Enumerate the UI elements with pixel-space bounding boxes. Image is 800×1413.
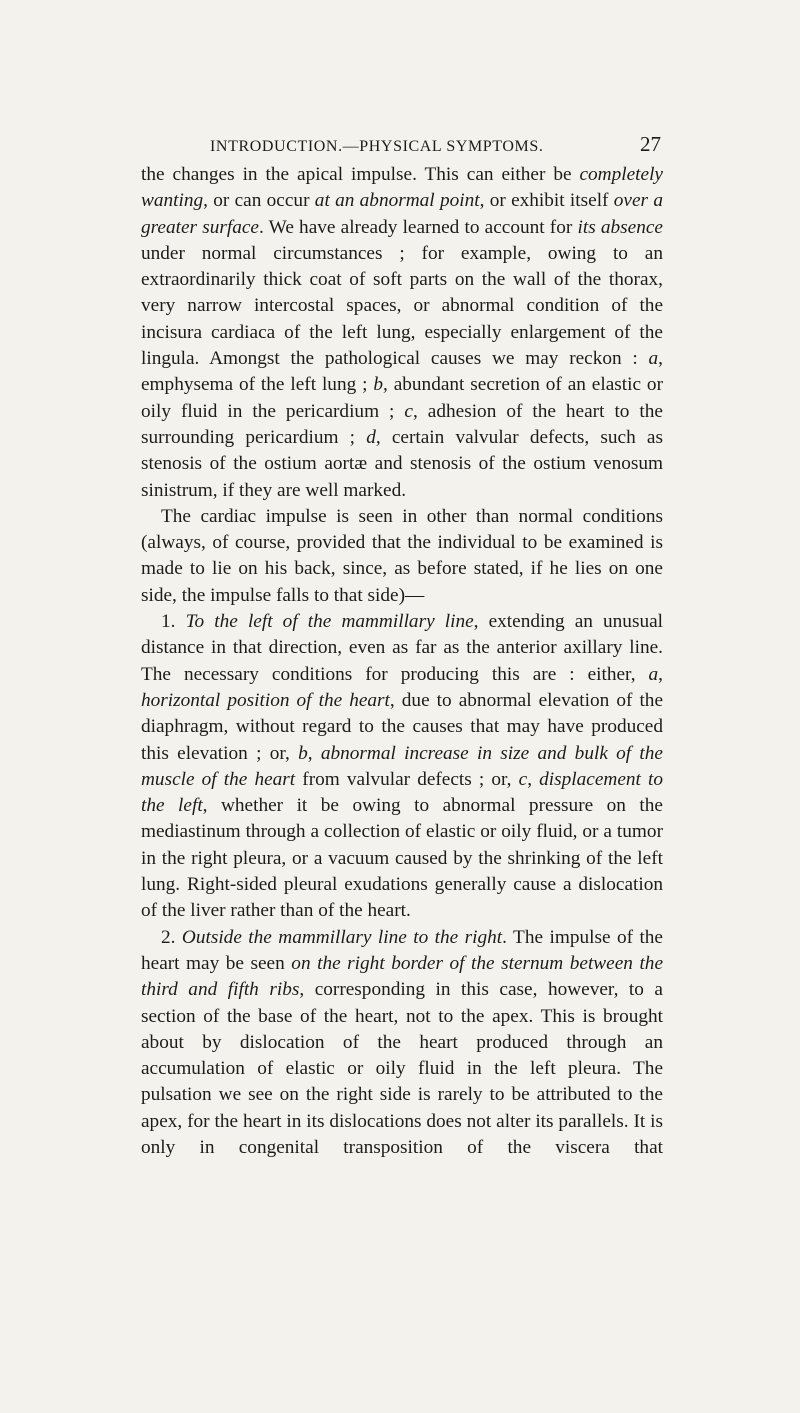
text-run: under normal circumstances ; for example, owing to an extraordinarily thick coat of soft parts on the wall of the thorax, very narrow intercostal spaces, or abnormal condition of the incisura cardiaca of the left lung, especially enlargement of the lingula. Amongst the pathological causes we may reckon : xyxy=(141,242,663,370)
italic-text-run: b xyxy=(298,742,308,764)
text-run: . The impulse of the heart may be seen xyxy=(141,926,663,974)
text-run: , certain valvular defects, such as stenosis of the ostium aortæ and stenosis of the ostium venosum sinistrum, if they are well marked. xyxy=(141,426,663,501)
italic-text-run: To the left of the mammillary line xyxy=(185,611,474,633)
text-run: , whether it be owing to abnormal pressure on the mediastinum through a collection of elastic or oily fluid, or a tumor in the right pleura, or a vacuum caused by the shrinking of the left lung. Right-sided pleural exudations generally cause a dislocation of the liver rather than of the heart. xyxy=(141,795,663,922)
italic-text-run: c xyxy=(518,768,528,790)
italic-text-run: on the right border of the sternum between the third and fifth ribs xyxy=(141,952,663,1001)
italic-text-run: b xyxy=(373,374,384,396)
text-run: , adhesion of the heart to the surrounding pericardium ; xyxy=(141,400,663,448)
text-run: The cardiac impulse is seen in other than normal conditions (always, of course, provided that the individual to be examined is made to lie on his back, since, as before stated, if he lies on one side, the impulse falls to that side)— xyxy=(141,505,663,606)
text-run: , corresponding in this case, however, to a section of the base of the heart, not to the apex. This is brought about by dislocation of the heart produced through an accumulation of elastic or oily fluid in the left pleura. The pulsation we see on the right side is rarely to be attributed to the apex, for the heart in its dislocations does not alter its parallels. It is only in congenital transposition of the viscera that xyxy=(141,979,663,1158)
italic-text-run: Outside the mammillary line to the right xyxy=(181,926,503,948)
page-number: 27 xyxy=(640,132,661,156)
body-text xyxy=(141,162,663,1161)
paragraph-right-of-mammillary-line xyxy=(141,925,663,1162)
italic-text-run: over a greater surface xyxy=(141,190,663,238)
text-run: , xyxy=(527,768,540,790)
text-run: from valvular defects ; or, xyxy=(295,768,519,790)
text-run: , xyxy=(307,742,321,764)
text-run: , extending an unusual distance in that direction, even as far as the anterior axillary line. The necessary conditions for producing this are : either, xyxy=(141,611,664,685)
italic-text-run: displacement to the left xyxy=(141,768,663,817)
italic-text-run: its absence xyxy=(577,216,663,238)
text-run: 1. xyxy=(161,611,186,633)
italic-text-run: a xyxy=(648,663,659,685)
text-run: , due to abnormal elevation of the diaphragm, without regard to the causes that may have produced this elevation ; or, xyxy=(141,689,663,764)
italic-text-run: at an abnormal point xyxy=(314,190,480,212)
paragraph-cardiac-impulse-abnormal-conditions xyxy=(141,504,663,609)
text-run: , xyxy=(658,663,663,685)
text-run: , abundant secretion of an elastic or oily fluid in the pericardium ; xyxy=(141,374,663,422)
text-run: , emphysema of the left lung ; xyxy=(141,348,663,396)
text-run: the changes in the apical impulse. This can either be xyxy=(141,164,580,185)
italic-text-run: abnormal increase in size and bulk of the muscle of the heart xyxy=(141,742,663,790)
italic-text-run: c xyxy=(404,400,413,422)
italic-text-run: horizontal position of the heart xyxy=(141,689,390,711)
text-run: , or can occur xyxy=(203,190,315,212)
paragraph-left-of-mammillary-line xyxy=(141,609,663,925)
italic-text-run: completely wanting xyxy=(141,164,663,212)
paragraph-apical-impulse-changes xyxy=(141,162,663,504)
text-run: , or exhibit itself xyxy=(479,190,614,212)
italic-text-run: d xyxy=(366,426,376,448)
italic-text-run: a xyxy=(648,348,659,370)
text-run: 2. xyxy=(161,926,182,948)
running-head: INTRODUCTION.—PHYSICAL SYMPTOMS. xyxy=(210,138,544,155)
text-run: . We have already learned to account for xyxy=(259,216,578,238)
